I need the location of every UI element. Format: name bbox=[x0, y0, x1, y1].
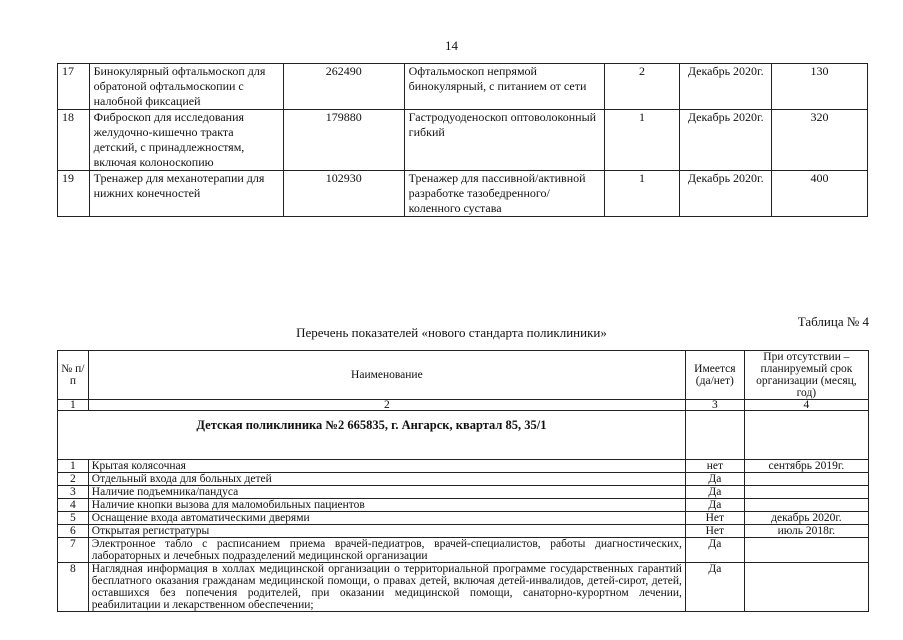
equipment-date: Декабрь 2020г. bbox=[680, 110, 772, 171]
equipment-code: 179880 bbox=[283, 110, 404, 171]
equipment-name: Тренажер для механотерапии для нижних конечностей bbox=[89, 171, 283, 217]
indicator-name: Электронное табло с расписанием приема врачей-педиатров, врачей-специалистов, работы диагностических, лабораторных и лечебных подразделений медицинской организации bbox=[88, 538, 685, 563]
table-row bbox=[58, 460, 869, 473]
equipment-code: 102930 bbox=[283, 171, 404, 217]
indicator-name: Крытая колясочная bbox=[88, 460, 685, 473]
indicator-plan bbox=[744, 538, 868, 563]
indicator-plan: сентябрь 2019г. bbox=[744, 460, 868, 473]
table-row bbox=[58, 110, 868, 171]
indicator-has: Да bbox=[685, 499, 744, 512]
row-number: 1 bbox=[58, 460, 89, 473]
indicator-has: Да bbox=[685, 538, 744, 563]
indicator-name: Наличие кнопки вызова для маломобильных пациентов bbox=[88, 499, 685, 512]
column-index: 3 bbox=[685, 400, 744, 411]
row-number: 19 bbox=[58, 171, 90, 217]
indicator-plan bbox=[744, 473, 868, 486]
standard-table bbox=[57, 350, 869, 612]
page-number: 14 bbox=[445, 38, 458, 53]
equipment-price: 400 bbox=[772, 171, 868, 217]
indicator-name: Наглядная информация в холлах медицинской организации о территориальной программе государственных гарантий бесплатного оказания гражданам медицинской помощи, о правах детей, включая детей-инвалидов, детей-сирот, детей, оставшихся без попечения родителей, при оказании медицинской помощи, санаторно-курортном лечении, реабилитации и лекарственном обеспечении; bbox=[88, 563, 685, 612]
equipment-quantity: 1 bbox=[604, 171, 680, 217]
row-number: 8 bbox=[58, 563, 89, 612]
indicator-plan: декабрь 2020г. bbox=[744, 512, 868, 525]
table-row bbox=[58, 563, 869, 612]
equipment-description: Тренажер для пассивной/активной разработке тазобедренного/коленного сустава bbox=[404, 171, 604, 217]
equipment-code: 262490 bbox=[283, 64, 404, 110]
equipment-name: Бинокулярный офтальмоскоп для обратоной офтальмоскопии с налобной фиксацией bbox=[89, 64, 283, 110]
table-row bbox=[58, 538, 869, 563]
indicator-name: Наличие подъемника/пандуса bbox=[88, 486, 685, 499]
table-row bbox=[58, 499, 869, 512]
table-row bbox=[58, 473, 869, 486]
row-number: 17 bbox=[58, 64, 90, 110]
row-number: 4 bbox=[58, 499, 89, 512]
indicator-has: Да bbox=[685, 473, 744, 486]
table-row bbox=[58, 512, 869, 525]
empty-cell bbox=[744, 411, 868, 460]
equipment-date: Декабрь 2020г. bbox=[680, 171, 772, 217]
equipment-quantity: 2 bbox=[604, 64, 680, 110]
clinic-name: Детская поликлиника №2 665835, г. Ангарск, квартал 85, 35/1 bbox=[58, 411, 686, 460]
table-row bbox=[58, 64, 868, 110]
indicator-plan: июль 2018г. bbox=[744, 525, 868, 538]
column-index: 4 bbox=[744, 400, 868, 411]
row-number: 3 bbox=[58, 486, 89, 499]
indicator-has: Да bbox=[685, 486, 744, 499]
table-row bbox=[58, 486, 869, 499]
indicator-name: Оснащение входа автоматическими дверями bbox=[88, 512, 685, 525]
indicator-has: Нет bbox=[685, 512, 744, 525]
clinic-row bbox=[58, 411, 869, 460]
table-number-label: Таблица № 4 bbox=[797, 314, 869, 329]
table-row bbox=[58, 171, 868, 217]
row-number: 2 bbox=[58, 473, 89, 486]
indicator-has: Нет bbox=[685, 525, 744, 538]
table-title: Перечень показателей «нового стандарта поликлиники» bbox=[296, 325, 607, 340]
equipment-description: Гастродуоденоскоп оптоволоконный гибкий bbox=[404, 110, 604, 171]
indicator-has: Да bbox=[685, 563, 744, 612]
equipment-price: 130 bbox=[772, 64, 868, 110]
empty-cell bbox=[685, 411, 744, 460]
indicator-plan bbox=[744, 486, 868, 499]
indicator-plan bbox=[744, 499, 868, 512]
column-index: 1 bbox=[58, 400, 89, 411]
indicator-name: Открытая регистратуры bbox=[88, 525, 685, 538]
table-row bbox=[58, 525, 869, 538]
column-index-row bbox=[58, 400, 869, 411]
equipment-description: Офтальмоскоп непрямой бинокулярный, с питанием от сети bbox=[404, 64, 604, 110]
equipment-quantity: 1 bbox=[604, 110, 680, 171]
equipment-name: Фиброскоп для исследования желудочно-кишечно тракта детский, с принадлежностям, включая колоноскопию bbox=[89, 110, 283, 171]
row-number: 5 bbox=[58, 512, 89, 525]
header-num: № п/п bbox=[58, 351, 89, 400]
equipment-price: 320 bbox=[772, 110, 868, 171]
row-number: 7 bbox=[58, 538, 89, 563]
column-index: 2 bbox=[88, 400, 685, 411]
indicator-has: нет bbox=[685, 460, 744, 473]
equipment-table bbox=[57, 63, 868, 217]
header-plan: При отсутствии – планируемый срок организации (месяц, год) bbox=[744, 351, 868, 400]
indicator-name: Отдельный входа для больных детей bbox=[88, 473, 685, 486]
header-has: Имеется (да/нет) bbox=[685, 351, 744, 400]
row-number: 18 bbox=[58, 110, 90, 171]
equipment-date: Декабрь 2020г. bbox=[680, 64, 772, 110]
header-row bbox=[58, 351, 869, 400]
row-number: 6 bbox=[58, 525, 89, 538]
indicator-plan bbox=[744, 563, 868, 612]
header-name: Наименование bbox=[88, 351, 685, 400]
